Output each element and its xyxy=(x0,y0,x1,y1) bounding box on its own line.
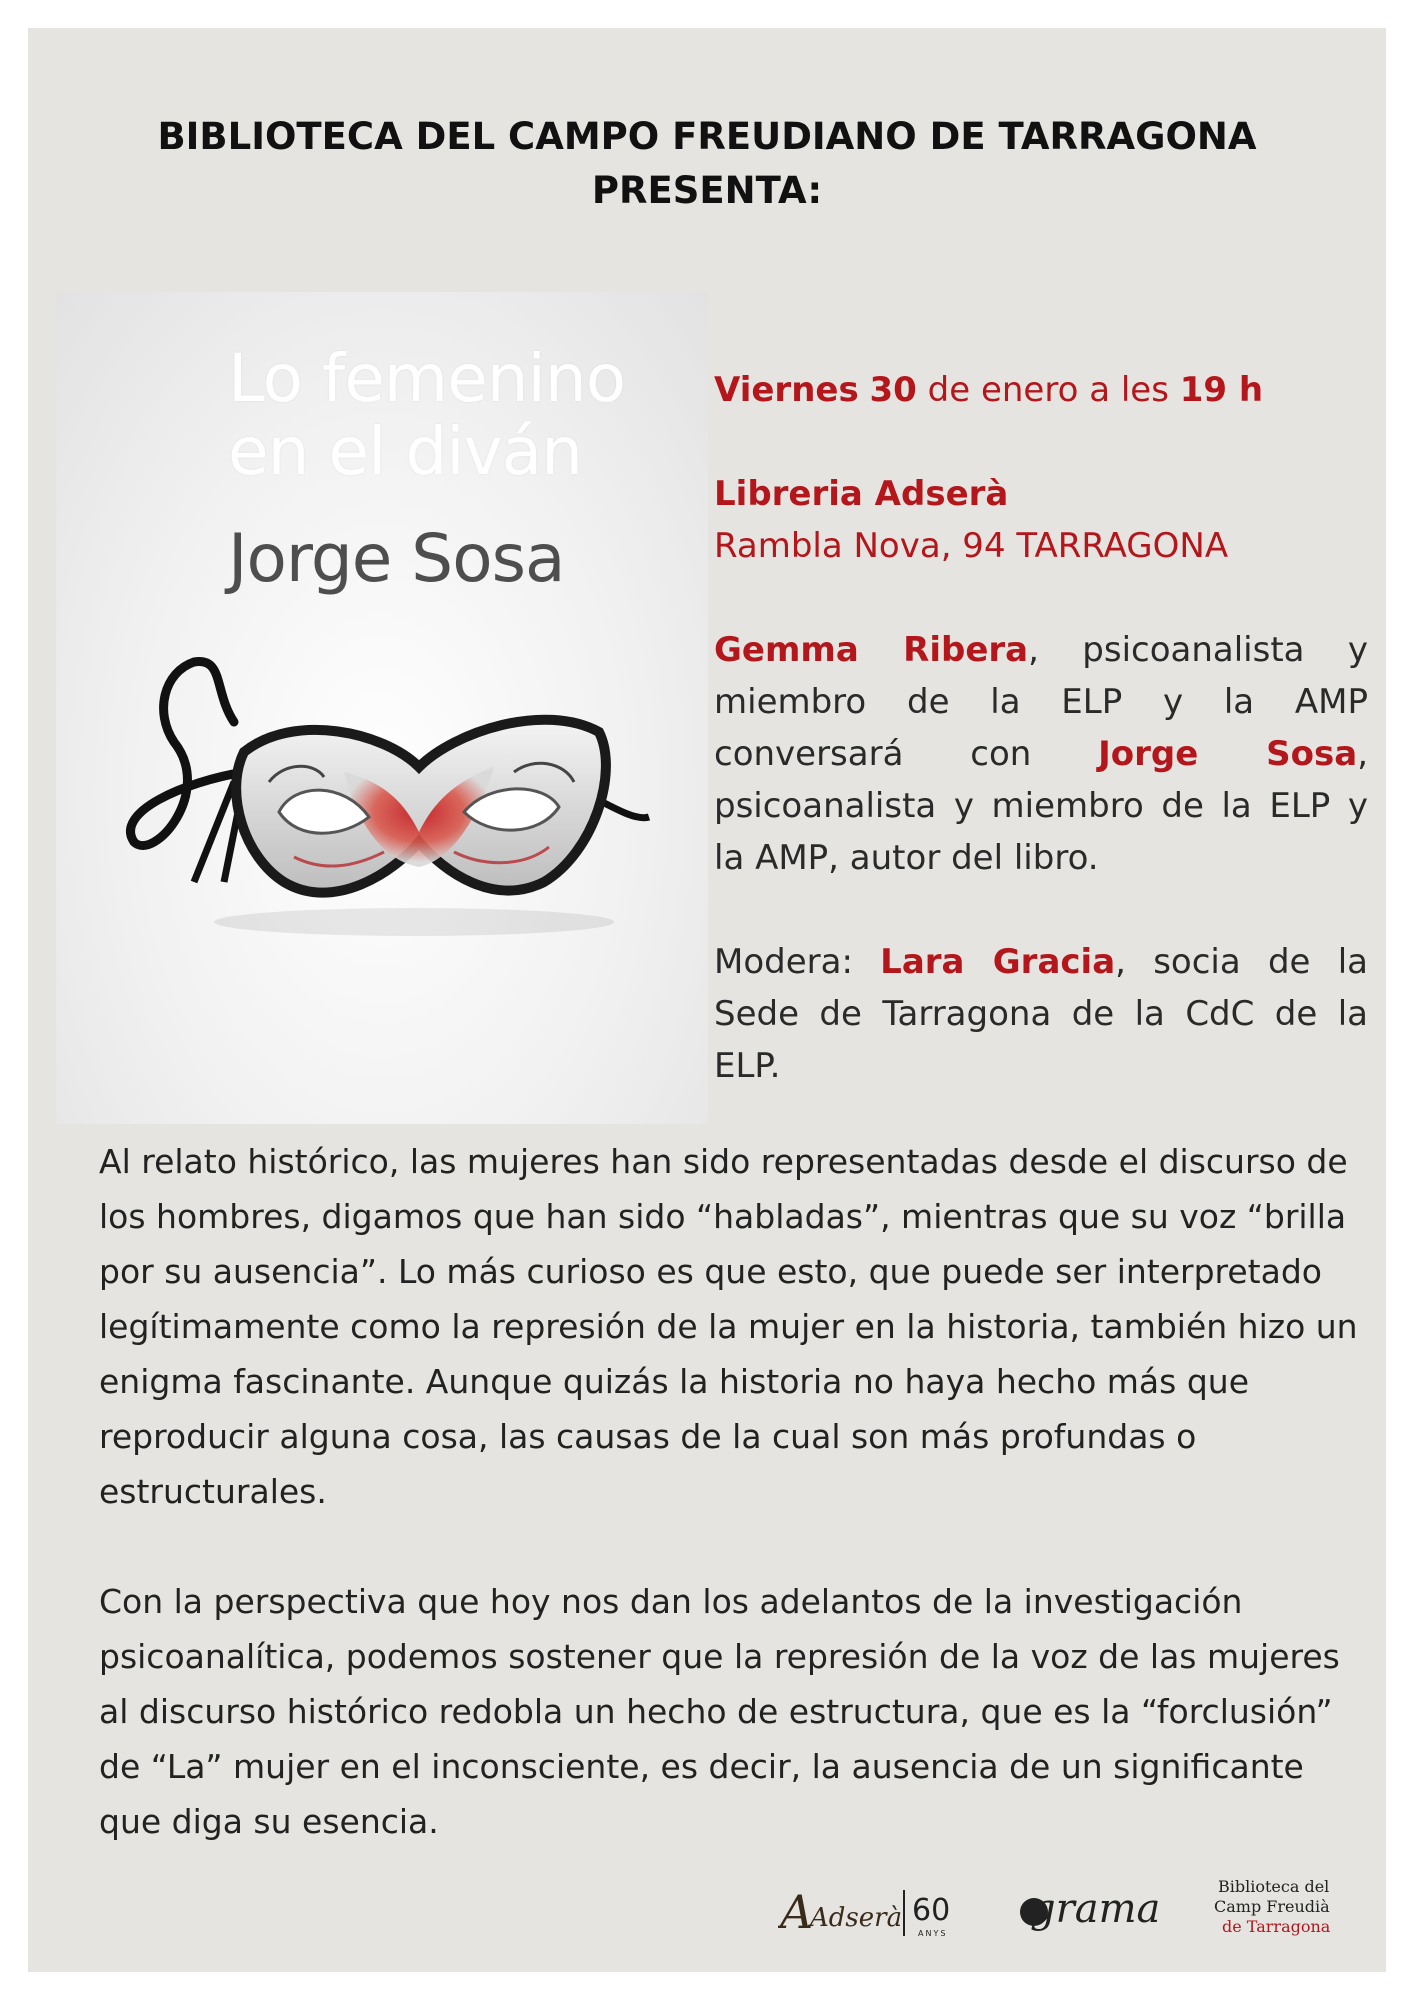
book-title xyxy=(228,342,698,488)
sponsor-logos xyxy=(778,1870,1368,1950)
moderator-label: Modera: xyxy=(714,942,881,982)
venetian-mask-illustration xyxy=(94,632,654,942)
adsera-logo-text: Adserà xyxy=(810,1903,903,1933)
moderator-name: Lara Gracia xyxy=(880,942,1116,982)
event-details xyxy=(714,364,1368,1092)
book-cover xyxy=(56,292,708,1124)
event-day-label: Viernes xyxy=(714,370,859,410)
event-month: de enero a les xyxy=(927,370,1169,410)
speaker2-name: Jorge Sosa xyxy=(1098,734,1358,774)
event-date xyxy=(714,364,1368,416)
biblioteca-line3: de Tarragona xyxy=(1222,1917,1331,1936)
biblioteca-line1: Biblioteca del xyxy=(1218,1877,1330,1896)
book-author: Jorge Sosa xyxy=(228,520,565,597)
poster-header xyxy=(28,110,1386,218)
book-title-line1: Lo femenino xyxy=(228,340,626,417)
poster-sheet xyxy=(28,28,1386,1972)
speaker1-desc: , psicoanalista y miembro de la ELP y la AMP conversará con xyxy=(714,630,1368,774)
header-line1: BIBLIOTECA DEL CAMPO FREUDIANO DE TARRAGONA xyxy=(157,115,1257,158)
adsera-logo-letter: A xyxy=(780,1885,814,1939)
adsera-years: 60 xyxy=(912,1893,951,1928)
event-moderator xyxy=(714,936,1368,1092)
description-paragraph1: Al relato histórico, las mujeres han sido representadas desde el discurso de los hombres, digamos que han sido “habladas”, mientras que su voz “brilla por su ausencia”. Lo más curioso es que esto, que puede ser interpretado legítimamente como la represión de la mujer en la historia, también hizo un enigma fascinante. Aunque quizás la historia no haya hecho más que reproducir alguna cosa, las causas de la cual son más profundas o estructurales. xyxy=(99,1142,1358,1511)
event-venue-name xyxy=(714,468,1368,520)
biblioteca-line2: Camp Freudià xyxy=(1214,1897,1330,1916)
venue-name-text: Libreria Adserà xyxy=(714,474,1009,514)
event-speakers xyxy=(714,624,1368,884)
header-line2: PRESENTA: xyxy=(591,169,823,212)
description-paragraph2: Con la perspectiva que hoy nos dan los adelantos de la investigación psicoanalítica, podemos sostener que la represión de la voz de las mujeres al discurso histórico redobla un hecho de estructura, que es la “forclusión” de “La” mujer en el inconsciente, es decir, la ausencia de un significante que diga su esencia. xyxy=(99,1582,1340,1841)
adsera-logo xyxy=(778,1885,950,1939)
adsera-anys: ANYS xyxy=(918,1929,948,1938)
book-title-line2: en el diván xyxy=(228,413,582,490)
biblioteca-logo xyxy=(1214,1877,1331,1936)
event-day-number: 30 xyxy=(869,370,917,410)
description-text xyxy=(99,1134,1369,1849)
speaker2-desc: , psicoanalista y miembro de la ELP y la AMP, autor del libro. xyxy=(714,734,1368,878)
speaker1-name: Gemma Ribera xyxy=(714,630,1029,670)
moderator-desc: , socia de la Sede de Tarragona de la CdC de la ELP. xyxy=(714,942,1368,1086)
grama-logo-text: grama xyxy=(1030,1886,1161,1932)
event-venue-address: Rambla Nova, 94 TARRAGONA xyxy=(714,526,1229,566)
grama-logo xyxy=(1020,1886,1160,1932)
event-time: 19 h xyxy=(1179,370,1264,410)
